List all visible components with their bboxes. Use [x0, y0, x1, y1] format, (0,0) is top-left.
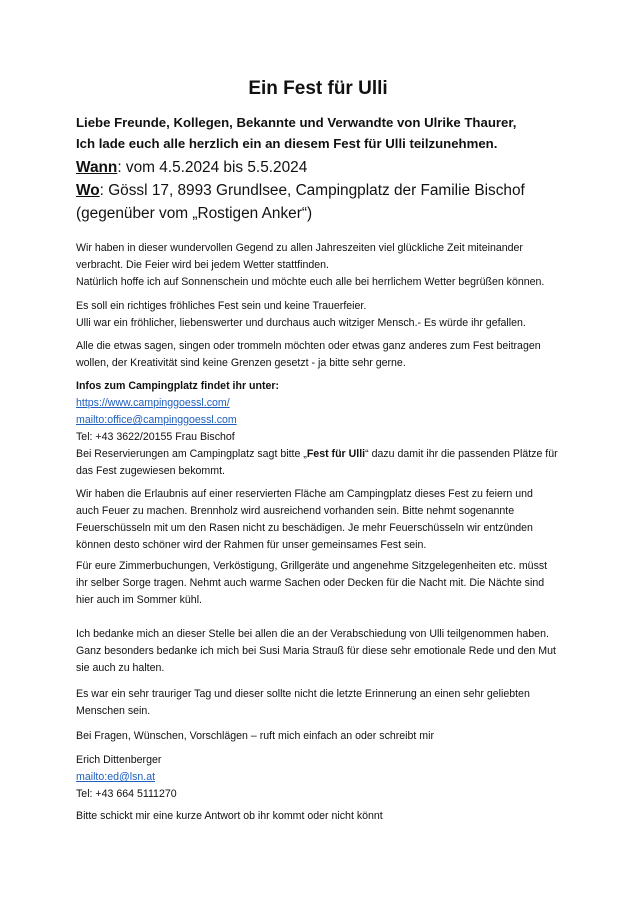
paragraph-fest [76, 298, 566, 332]
when-line [76, 156, 576, 179]
text-line: verbracht. Die Feier wird bei jedem Wetter stattfinden. [76, 259, 329, 271]
intro-block [76, 112, 576, 154]
text-line: Bitte schickt mir eine kurze Antwort ob ihr kommt oder nicht könnt [76, 810, 383, 822]
text-line: Es soll ein richtiges fröhliches Fest sein und keine Trauerfeier. [76, 300, 367, 312]
intro-line: Ich lade euch alle herzlich ein an diesem Fest für Ulli teilzunehmen. [76, 136, 498, 151]
text-line: Ich bedanke mich an dieser Stelle bei allen die an der Verabschiedung von Ulli teilgenommen haben. [76, 628, 549, 640]
intro-line: Liebe Freunde, Kollegen, Bekannte und Verwandte von Ulrike Thaurer, [76, 115, 517, 130]
closing-line [76, 808, 566, 825]
contact-block [76, 752, 566, 803]
text-line: Wir haben die Erlaubnis auf einer reservierten Fläche am Campingplatz dieses Fest zu feiern und [76, 488, 533, 500]
text-line: wollen, der Kreativität sind keine Grenzen gesetzt - ja bitte sehr gerne. [76, 357, 406, 369]
text-span: “ dazu damit ihr die passenden Plätze für [365, 448, 558, 460]
text-line: Feuerschüsseln mit um den Rasen nicht zu beschädigen. Je mehr Feuerschüsseln wir entzünden [76, 522, 533, 534]
paragraph-gegend [76, 240, 566, 291]
camping-phone: Tel: +43 3622/20155 Frau Bischof [76, 431, 235, 443]
text-line: das Fest zugewiesen bekommt. [76, 465, 225, 477]
contact-phone: Tel: +43 664 5111270 [76, 788, 177, 800]
paragraph-beitraege [76, 338, 566, 372]
paragraph-erinnerung [76, 686, 566, 720]
campingplatz-email-link[interactable]: mailto:office@campinggoessl.com [76, 414, 237, 426]
paragraph-feuer [76, 486, 566, 554]
text-line: auch Feuer zu machen. Brennholz wird ausreichend vorhanden sein. Bitte nehmt sogenannte [76, 505, 515, 517]
reservation-keyword: Fest für Ulli [306, 448, 366, 460]
when-text: : vom 4.5.2024 bis 5.5.2024 [117, 159, 308, 176]
where-text: : Gössl 17, 8993 Grundlsee, Campingplatz der Familie Bischof [99, 182, 525, 199]
text-line: Ganz besonders bedanke ich mich bei Susi Maria Strauß für diese sehr emotionale Rede und den Mut [76, 645, 556, 657]
text-line: Menschen sein. [76, 705, 151, 717]
reservation-line [76, 446, 566, 463]
camping-info [76, 378, 566, 480]
event-details [76, 156, 576, 225]
text-span: Bei Reservierungen am Campingplatz sagt bitte „ [76, 448, 307, 460]
camping-heading: Infos zum Campingplatz findet ihr unter: [76, 380, 280, 392]
where-line-2: (gegenüber vom „Rostigen Anker“) [76, 205, 313, 222]
text-line: Für eure Zimmerbuchungen, Verköstigung, Grillgeräte und angenehme Sitzgelegenheiten etc. müsst [76, 560, 548, 572]
text-line: Wir haben in dieser wundervollen Gegend zu allen Jahreszeiten viel glückliche Zeit miteinander [76, 242, 523, 254]
text-line: können desto schöner wird der Rahmen für unser gemeinsames Fest sein. [76, 539, 427, 551]
contact-name: Erich Dittenberger [76, 754, 162, 766]
paragraph-fragen [76, 728, 566, 745]
contact-email-link[interactable]: mailto:ed@lsn.at [76, 771, 156, 783]
where-label: Wo [76, 182, 100, 199]
campingplatz-website-link[interactable]: https://www.campinggoessl.com/ [76, 397, 230, 409]
paragraph-dank [76, 626, 566, 677]
text-line: Bei Fragen, Wünschen, Vorschlägen – ruft mich einfach an oder schreibt mir [76, 730, 435, 742]
text-line: sie auch zu halten. [76, 662, 165, 674]
text-line: ihr selber Sorge tragen. Nehmt auch warme Sachen oder Decken für die Nacht mit. Die Nächte sind [76, 577, 545, 589]
text-line: Natürlich hoffe ich auf Sonnenschein und möchte euch alle bei herrlichem Wetter begrüßen können. [76, 276, 545, 288]
text-line: Ulli war ein fröhlicher, liebenswerter und durchaus auch witziger Mensch.- Es würde ihr gefallen. [76, 317, 526, 329]
where-line [76, 179, 576, 202]
when-label: Wann [76, 159, 118, 176]
text-line: hier auch im Sommer kühl. [76, 594, 202, 606]
paragraph-zimmer [76, 558, 566, 609]
text-line: Alle die etwas sagen, singen oder trommeln möchten oder etwas ganz anderes zum Fest beitragen [76, 340, 541, 352]
page-title: Ein Fest für Ulli [248, 78, 388, 99]
text-line: Es war ein sehr trauriger Tag und dieser sollte nicht die letzte Erinnerung an einen sehr geliebten [76, 688, 530, 700]
